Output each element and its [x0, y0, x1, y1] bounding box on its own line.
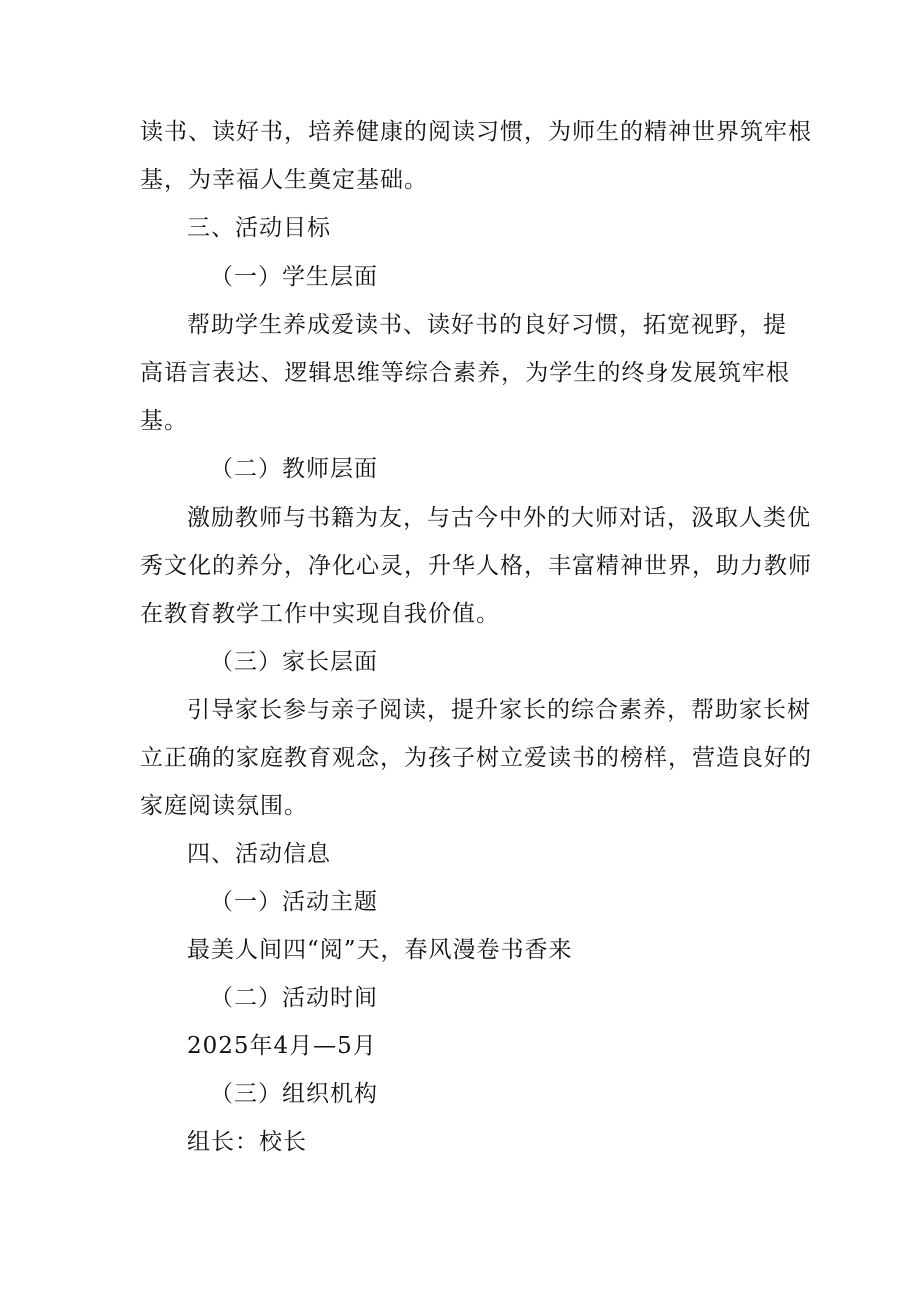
paragraph-line: 基。 [140, 408, 188, 434]
subheading-activity-theme: （一）活动主题 [210, 889, 378, 915]
organization-leader-text: 组长：校长 [187, 1129, 307, 1155]
paragraph-line: 在教育教学工作中实现自我价值。 [140, 601, 500, 627]
paragraph-line: 读书、读好书，培养健康的阅读习惯，为师生的精神世界筑牢根 [140, 119, 812, 145]
activity-theme-text: 最美人间四“阅”天，春风漫卷书香来 [187, 937, 573, 963]
section-heading-activity-info: 四、活动信息 [187, 841, 331, 867]
subheading-organization: （三）组织机构 [210, 1081, 378, 1107]
paragraph-line: 立正确的家庭教育观念，为孩子树立爱读书的榜样，营造良好的 [140, 745, 812, 771]
paragraph-line: 引导家长参与亲子阅读，提升家长的综合素养，帮助家长树 [187, 697, 811, 723]
paragraph-line: 激励教师与书籍为友，与古今中外的大师对话，汲取人类优 [187, 505, 811, 531]
paragraph-line: 秀文化的养分，净化心灵，升华人格，丰富精神世界，助力教师 [140, 553, 812, 579]
section-heading-activity-goals: 三、活动目标 [187, 215, 331, 241]
paragraph-line: 家庭阅读氛围。 [140, 793, 308, 819]
subheading-teacher-level: （二）教师层面 [210, 456, 378, 482]
subheading-student-level: （一）学生层面 [210, 264, 378, 290]
paragraph-line: 基，为幸福人生奠定基础。 [140, 167, 428, 193]
activity-time-text: 2025年4月—5月 [187, 1033, 377, 1059]
subheading-activity-time: （二）活动时间 [210, 985, 378, 1011]
paragraph-line: 帮助学生养成爱读书、读好书的良好习惯，拓宽视野，提 [187, 312, 787, 338]
paragraph-line: 高语言表达、逻辑思维等综合素养，为学生的终身发展筑牢根 [140, 360, 790, 386]
subheading-parent-level: （三）家长层面 [210, 649, 378, 675]
